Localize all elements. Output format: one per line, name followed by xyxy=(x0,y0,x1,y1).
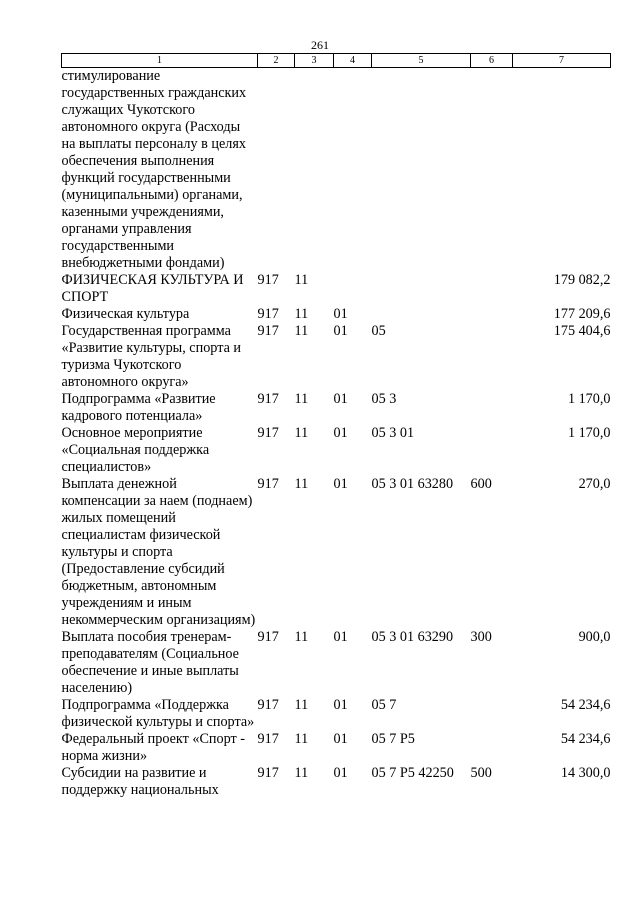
table-row xyxy=(62,391,611,425)
cell-prz xyxy=(334,68,372,273)
table-row xyxy=(62,323,611,391)
cell-amount: 14 300,0 xyxy=(560,765,611,781)
table-row xyxy=(62,68,611,273)
cell-code xyxy=(258,68,295,273)
cell-code: 917 xyxy=(257,731,279,747)
cell-csr: 05 7 P5 42250 xyxy=(371,765,454,781)
cell-code: 917 xyxy=(257,476,279,492)
cell-rz: 11 xyxy=(294,272,309,288)
table-row xyxy=(62,629,611,697)
column-number-header xyxy=(62,54,611,68)
cell-csr: 05 7 xyxy=(371,697,397,713)
cell-csr xyxy=(372,68,471,273)
cell-prz: 01 xyxy=(333,765,348,781)
cell-code: 917 xyxy=(257,391,279,407)
cell-csr: 05 xyxy=(371,323,386,339)
cell-csr xyxy=(372,306,471,323)
cell-amount: 177 209,6 xyxy=(553,306,611,322)
cell-prz: 01 xyxy=(333,629,348,645)
header-col-3: 3 xyxy=(295,54,334,68)
cell-name: Выплата денежной компенсации за наем (поднаем) жилых помещений специалистам физической культуры и спорта (Предоставление субсидий бюджетным, автономным учреждениям и иным некоммерческим организациям) xyxy=(61,476,256,628)
cell-name: Подпрограмма «Поддержка физической культуры и спорта» xyxy=(61,697,255,730)
cell-prz: 01 xyxy=(333,306,348,322)
cell-csr: 05 7 P5 xyxy=(371,731,415,747)
table-row xyxy=(62,306,611,323)
cell-rz: 11 xyxy=(294,697,309,713)
page-number: 261 xyxy=(311,38,329,52)
cell-vr xyxy=(471,323,513,391)
cell-name: Федеральный проект «Спорт - норма жизни» xyxy=(61,731,245,764)
cell-name: Субсидии на развитие и поддержку национальных xyxy=(61,765,219,798)
cell-rz: 11 xyxy=(294,629,309,645)
cell-amount: 54 234,6 xyxy=(560,697,611,713)
cell-vr: 300 xyxy=(470,629,492,645)
cell-prz: 01 xyxy=(333,697,348,713)
cell-prz: 01 xyxy=(333,425,348,441)
cell-vr xyxy=(471,697,513,731)
cell-code: 917 xyxy=(257,765,279,781)
cell-amount: 1 170,0 xyxy=(567,425,611,441)
table-row xyxy=(62,272,611,306)
cell-prz xyxy=(334,272,372,306)
cell-prz: 01 xyxy=(333,391,348,407)
cell-name: Государственная программа «Развитие культуры, спорта и туризма Чукотского автономного округа» xyxy=(61,323,242,390)
cell-rz: 11 xyxy=(294,323,309,339)
cell-name: ФИЗИЧЕСКАЯ КУЛЬТУРА И СПОРТ xyxy=(61,272,244,305)
table-row xyxy=(62,697,611,731)
cell-prz: 01 xyxy=(333,476,348,492)
cell-csr: 05 3 xyxy=(371,391,397,407)
cell-name: Основное мероприятие «Социальная поддержка специалистов» xyxy=(61,425,210,475)
cell-amount: 54 234,6 xyxy=(560,731,611,747)
cell-name: стимулирование государственных гражданских служащих Чукотского автономного округа (Расходы на выплаты персоналу в целях обеспечения выполнения функций государственными (муниципальными) органами, казенными учреждениями, органами управления государственными внебюджетными фондами) xyxy=(61,68,247,271)
cell-code: 917 xyxy=(257,272,279,288)
table-row xyxy=(62,425,611,476)
cell-csr: 05 3 01 xyxy=(371,425,415,441)
cell-prz: 01 xyxy=(333,731,348,747)
cell-rz: 11 xyxy=(294,731,309,747)
cell-amount: 175 404,6 xyxy=(553,323,611,339)
header-col-4: 4 xyxy=(334,54,372,68)
cell-rz: 11 xyxy=(294,476,309,492)
header-col-1: 1 xyxy=(62,54,258,68)
cell-code: 917 xyxy=(257,323,279,339)
cell-csr xyxy=(372,272,471,306)
cell-vr: 500 xyxy=(470,765,492,781)
cell-vr xyxy=(471,391,513,425)
cell-code: 917 xyxy=(257,306,279,322)
cell-rz: 11 xyxy=(294,306,309,322)
cell-vr xyxy=(471,425,513,476)
header-col-7: 7 xyxy=(513,54,611,68)
cell-vr xyxy=(471,306,513,323)
cell-rz: 11 xyxy=(294,391,309,407)
cell-vr xyxy=(471,731,513,765)
cell-name: Выплата пособия тренерам-преподавателям (Социальное обеспечение и иные выплаты населению) xyxy=(61,629,239,696)
cell-prz: 01 xyxy=(333,323,348,339)
cell-amount: 1 170,0 xyxy=(567,391,611,407)
cell-vr: 600 xyxy=(470,476,492,492)
header-col-6: 6 xyxy=(471,54,513,68)
cell-csr: 05 3 01 63280 xyxy=(371,476,454,492)
table-row xyxy=(62,476,611,629)
header-col-2: 2 xyxy=(258,54,295,68)
cell-rz: 11 xyxy=(294,765,309,781)
cell-csr: 05 3 01 63290 xyxy=(371,629,454,645)
cell-name: Подпрограмма «Развитие кадрового потенциала» xyxy=(61,391,216,424)
cell-amount: 179 082,2 xyxy=(553,272,611,288)
cell-vr xyxy=(471,272,513,306)
cell-amount: 270,0 xyxy=(578,476,611,492)
budget-table xyxy=(61,53,611,799)
cell-code: 917 xyxy=(257,425,279,441)
header-col-5: 5 xyxy=(372,54,471,68)
cell-name: Физическая культура xyxy=(61,306,190,322)
cell-rz: 11 xyxy=(294,425,309,441)
cell-code: 917 xyxy=(257,629,279,645)
table-row xyxy=(62,731,611,765)
table-row xyxy=(62,765,611,799)
cell-amount xyxy=(513,68,611,273)
cell-vr xyxy=(471,68,513,273)
cell-rz xyxy=(295,68,334,273)
cell-code: 917 xyxy=(257,697,279,713)
cell-amount: 900,0 xyxy=(578,629,611,645)
